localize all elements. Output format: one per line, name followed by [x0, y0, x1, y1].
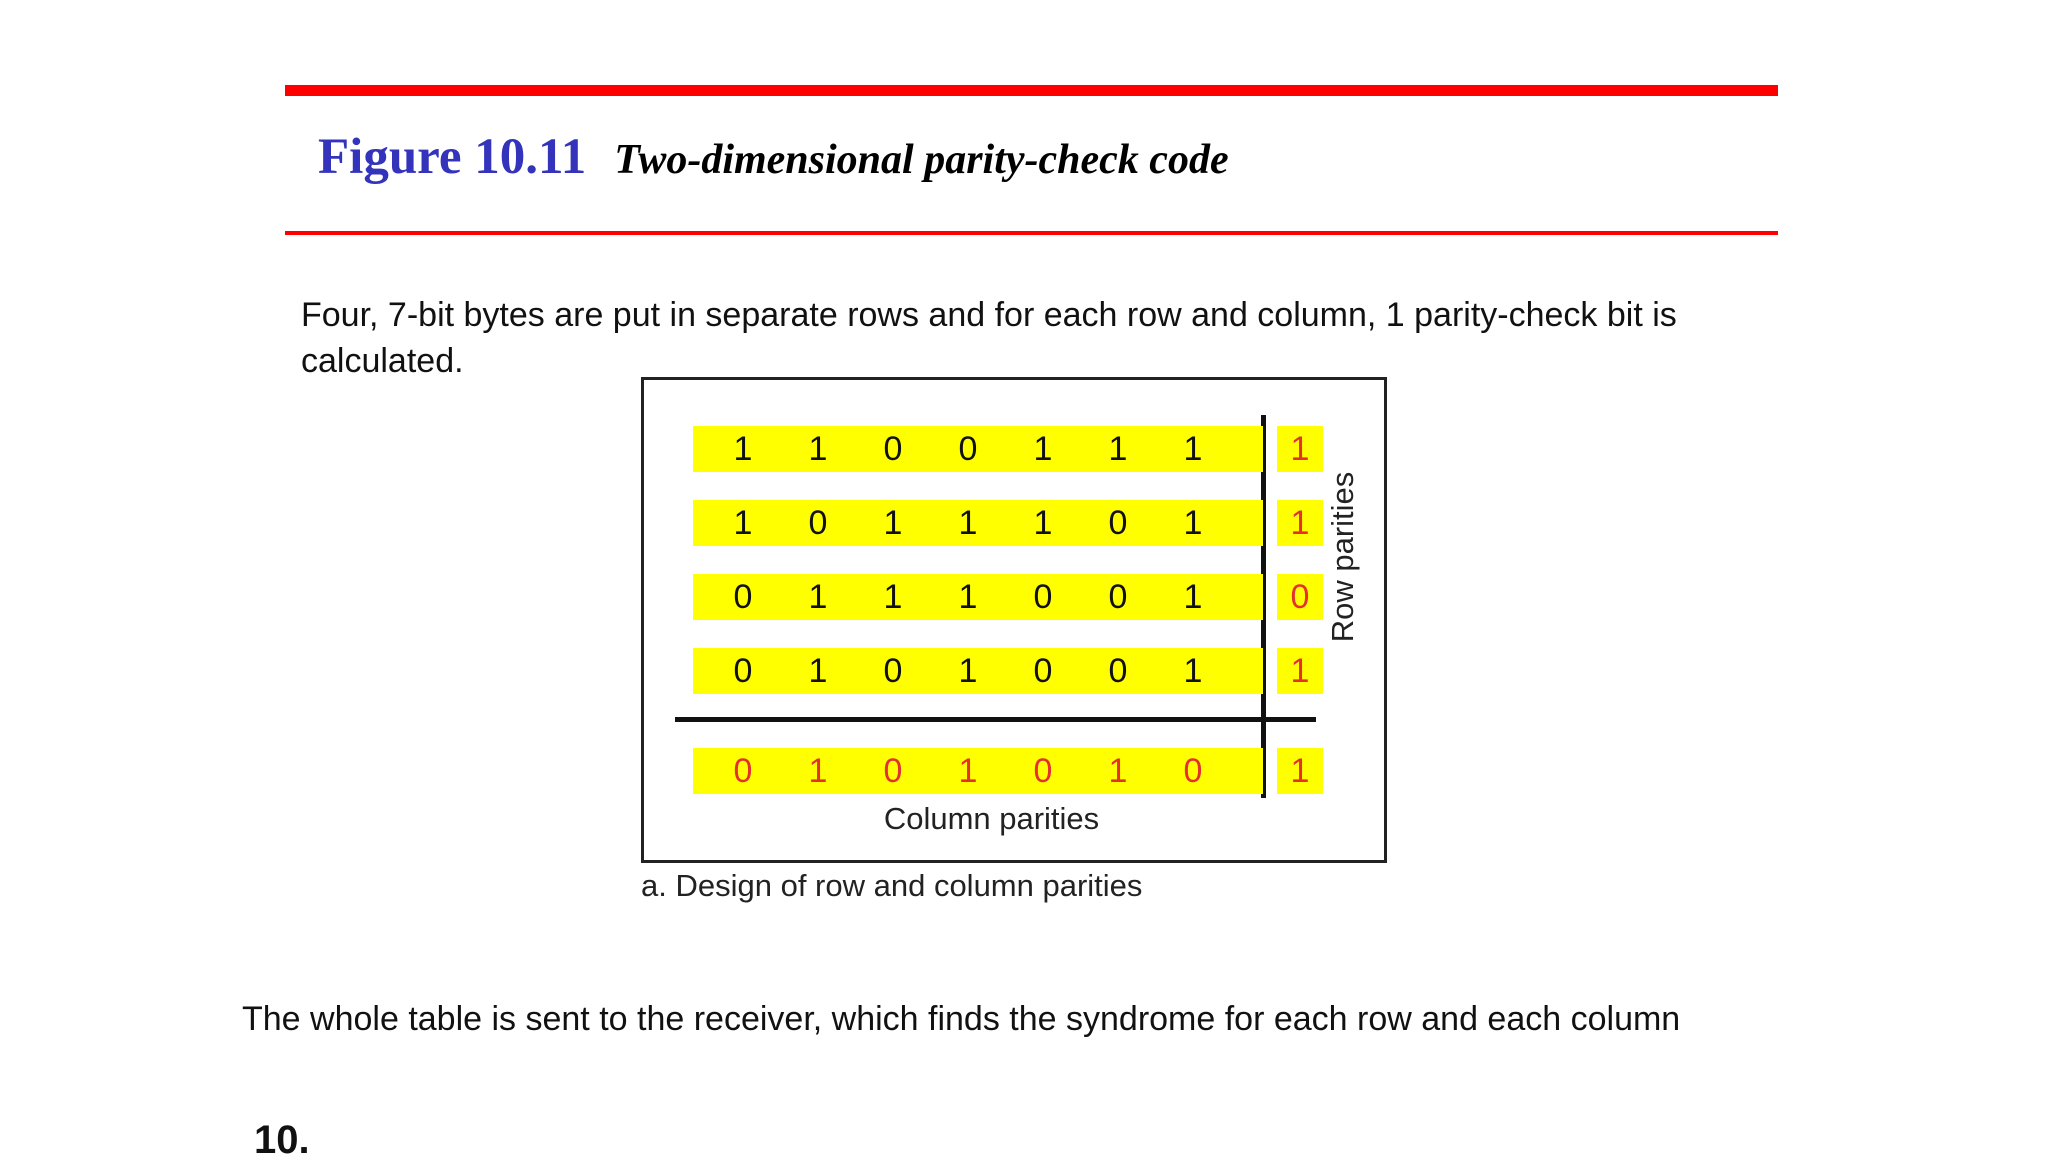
column-parity-bit: 0 — [733, 752, 753, 790]
data-bit: 1 — [883, 578, 903, 616]
row-parity-bit: 1 — [1290, 430, 1310, 468]
data-bit: 1 — [1183, 578, 1203, 616]
row-parity-bit: 1 — [1290, 652, 1310, 690]
row-parity-bit: 0 — [1290, 578, 1310, 616]
column-parity-bit: 0 — [883, 752, 903, 790]
column-parity-bit: 0 — [1183, 752, 1203, 790]
data-bit: 1 — [1183, 504, 1203, 542]
column-parity-bit: 1 — [958, 752, 978, 790]
data-bit: 1 — [958, 504, 978, 542]
column-parity-bit: 1 — [1108, 752, 1128, 790]
data-bit: 1 — [958, 652, 978, 690]
column-parity-bit: 0 — [1033, 752, 1053, 790]
data-bit: 0 — [808, 504, 828, 542]
row-parities-label: Row parities — [1325, 471, 1360, 643]
figure-caption: Two-dimensional parity-check code — [614, 137, 1229, 183]
overall-parity-bit: 1 — [1290, 752, 1310, 790]
data-row — [693, 648, 1323, 694]
parity-horizontal-divider — [675, 717, 1316, 722]
data-bit: 1 — [733, 430, 753, 468]
data-bit: 1 — [1108, 430, 1128, 468]
data-row — [693, 426, 1323, 472]
column-parity-row — [693, 748, 1323, 794]
data-bit: 0 — [1108, 504, 1128, 542]
data-bit: 1 — [808, 430, 828, 468]
figure-number: Figure 10.11 — [318, 129, 587, 185]
footer-text: The whole table is sent to the receiver, which finds the syndrome for each row and each column — [242, 1000, 1681, 1038]
data-bit: 1 — [733, 504, 753, 542]
column-parities-label: Column parities — [883, 801, 1100, 836]
data-bit: 1 — [1033, 504, 1053, 542]
data-bit: 0 — [1033, 652, 1053, 690]
data-bit: 0 — [958, 430, 978, 468]
data-bit: 0 — [733, 578, 753, 616]
data-bit: 0 — [1033, 578, 1053, 616]
data-bit: 0 — [1108, 578, 1128, 616]
data-bit: 1 — [808, 578, 828, 616]
bottom-red-rule — [285, 231, 1778, 235]
data-bit: 0 — [883, 430, 903, 468]
data-bit: 1 — [958, 578, 978, 616]
data-bit: 1 — [1033, 430, 1053, 468]
data-bit: 1 — [1183, 652, 1203, 690]
row-parity-bit: 1 — [1290, 504, 1310, 542]
data-bit: 1 — [883, 504, 903, 542]
intro-text: Four, 7-bit bytes are put in separate rows and for each row and column, 1 parity-check bit is calculated. — [301, 296, 1677, 380]
data-bit: 0 — [1108, 652, 1128, 690]
data-bit: 0 — [733, 652, 753, 690]
data-row — [693, 500, 1323, 546]
data-bit: 0 — [883, 652, 903, 690]
parity-table-figure — [641, 377, 1387, 863]
figure-sub-caption: a. Design of row and column parities — [641, 868, 1143, 903]
page-number: 10. — [254, 1118, 310, 1162]
data-bit: 1 — [808, 652, 828, 690]
data-bit: 1 — [1183, 430, 1203, 468]
top-red-rule — [285, 85, 1778, 96]
figure-title — [318, 128, 1229, 186]
column-parity-bit: 1 — [808, 752, 828, 790]
data-row — [693, 574, 1323, 620]
